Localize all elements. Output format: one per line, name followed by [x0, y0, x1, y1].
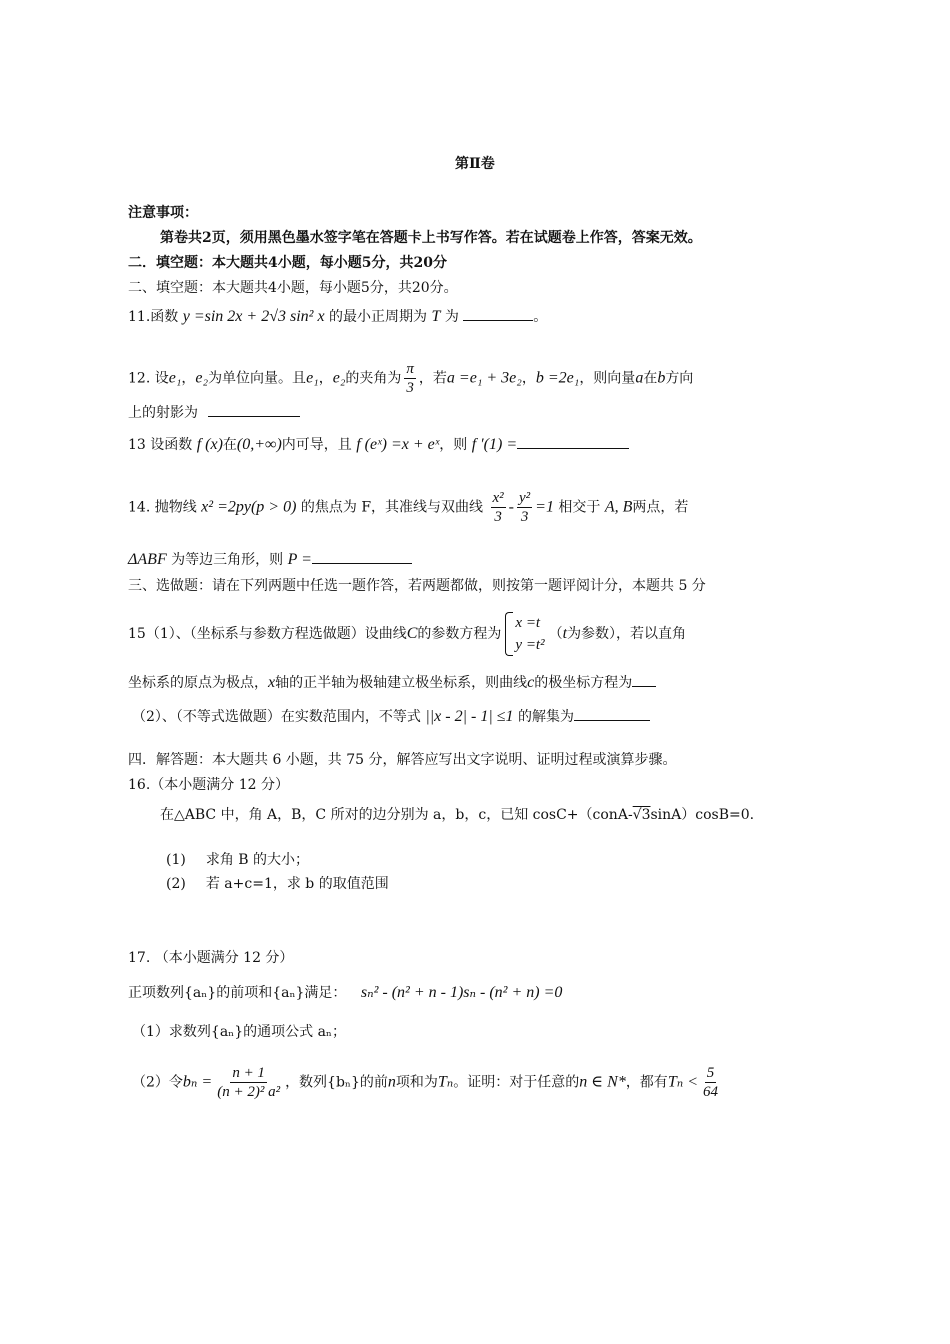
question-15-1: 15（1）、（坐标系与参数方程选做题）设曲线C的参数方程为 x =t y =t² （t为参数），若以直角 [128, 612, 686, 656]
q13-eq: f (eˣ) =x + eˣ [356, 436, 440, 453]
q12-lead: 12. 设 [128, 370, 169, 387]
question-15-2 [132, 706, 650, 727]
question-11 [128, 306, 547, 327]
q17-n-in: n ∈ N* [579, 1073, 626, 1091]
q14-mid: 的焦点为 F，其准线与双曲线 [300, 499, 484, 516]
q17-bn-fraction [215, 1064, 282, 1101]
q17-n: n [387, 1073, 396, 1091]
q13-lead: 13 设函数 [128, 437, 193, 453]
q17-rden: 64 [703, 1084, 718, 1100]
q12-dir: 方向 [665, 370, 694, 387]
question-12 [128, 360, 693, 397]
q14-parabola: x² =2py(p > 0) [201, 498, 297, 516]
notice-label: 注意事项： [128, 205, 198, 221]
section2-heading: 二．填空题：本大题共4小题，每小题5分，共20分 [128, 255, 447, 271]
q12-on: 在 [643, 370, 658, 387]
q12-frac-num: π [406, 361, 414, 377]
q17-part1: （1）求数列{aₙ}的通项公式 aₙ； [132, 1024, 346, 1040]
q14-ab: A, B [604, 498, 633, 516]
q17-cond-text: 正项数列{aₙ}的前项和{aₙ}满足： [128, 985, 347, 1001]
q15-l3b: 的解集为 [517, 709, 574, 725]
q15-c: c [527, 674, 535, 691]
section3-heading: 三、选做题：请在下列两题中任选一题作答，若两题都做，则按第一题评阅计分，本题共 5 分 [128, 578, 706, 594]
q17-part2 [132, 1064, 723, 1101]
q17-p2e: ，都有 [625, 1074, 668, 1091]
q14-frac1 [491, 489, 506, 526]
q15-l3a: （2）、（不等式选做题）在实数范围内，不等式 [132, 709, 421, 725]
question-14 [128, 489, 688, 526]
q16-part1 [166, 850, 309, 870]
q17-condition [128, 983, 562, 1003]
q14-lead: 14. 抛物线 [128, 499, 197, 516]
q13-answer-blank [517, 434, 629, 449]
q15-1-answer-blank [632, 672, 656, 687]
q16-sqrt3: √3 [632, 807, 651, 823]
q12-vb: b [657, 369, 666, 387]
q17-fnum: n + 1 [232, 1065, 265, 1081]
q16-part2-num: (2) [166, 876, 186, 892]
q15-l2a: 坐标系的原点为极点， [128, 675, 268, 691]
q14-frac2 [517, 489, 532, 526]
q17-p2c: 项和为 [395, 1074, 438, 1091]
q12-sep: ， [181, 370, 196, 387]
q13-fx: f (x) [196, 436, 223, 453]
section2-plain: 二、填空题：本大题共4小题，每小题5分，共20分。 [128, 280, 458, 296]
q11-mid: 的最小正周期为 [329, 309, 427, 325]
notice-text: 第卷共2页，须用黑色墨水签字笔在答题卡上书写作答。若在试题卷上作答，答案无效。 [160, 230, 702, 246]
q11-num: 11.函数 [128, 309, 179, 325]
q12-va: a [635, 369, 644, 387]
q12-fraction [404, 360, 416, 397]
q12-frac-den: 3 [406, 380, 414, 396]
q17-p2a: （2）令 [132, 1074, 183, 1091]
q17-bn: bₙ = [182, 1073, 213, 1091]
q17-heading: 17. （本小题满分 12 分） [128, 950, 294, 966]
q12-then: ，则向量 [579, 370, 636, 387]
q11-var: T [431, 308, 441, 325]
q12-b-eq: b =2e₁ [535, 369, 580, 387]
q15-x: x [268, 674, 276, 691]
q14-d1: 3 [494, 509, 502, 525]
q12-sep3: ， [521, 370, 536, 387]
q15-2-answer-blank [574, 706, 650, 721]
q16-body-b: sinA）cosB=0. [650, 807, 755, 823]
q12-e1b: e₁ [306, 369, 319, 387]
q14-tail: 两点，若 [632, 499, 689, 516]
q14-eq1: =1 [535, 498, 554, 516]
q16-body [160, 805, 754, 825]
q14-p-eq: P = [287, 551, 312, 568]
q11-answer-blank [463, 306, 533, 321]
q16-body-a: 在△ABC 中，角 A，B，C 所对的边分别为 a，b，c，已知 cosC+（conA- [160, 807, 633, 823]
q13-ans: f ′(1) = [471, 436, 518, 453]
q12-e2: e₂ [195, 369, 209, 387]
q11-tail: 。 [533, 309, 548, 325]
q14-n1: x² [492, 490, 504, 506]
q15-param-label: 的参数方程为 [417, 626, 502, 642]
q11-end: 为 [444, 309, 459, 325]
q16-part1-text: 求角 B 的大小； [205, 852, 310, 868]
q14-answer-blank [312, 549, 412, 564]
q17-tn-lt: Tₙ < [667, 1073, 698, 1091]
q15-l2b: 轴的正半轴为极轴建立极坐标系，则曲线 [275, 675, 528, 691]
question-13 [128, 434, 629, 455]
q11-formula: y =sin 2x + 2√3 sin² x [182, 308, 325, 325]
q13-in: 在 [222, 437, 237, 453]
q17-tn: Tₙ [437, 1073, 454, 1091]
q15-l2d: 的极坐标方程为 [534, 675, 633, 691]
q12-answer-blank [208, 402, 300, 417]
q14-cross: 相交于 [558, 499, 601, 516]
q15-lead: 15（1）、（坐标系与参数方程选做题）设曲线 [128, 626, 407, 642]
q13-then: ，则 [439, 437, 468, 453]
q13-domain: (0,+∞) [236, 436, 282, 453]
q12-line2-text: 上的射影为 [128, 405, 198, 421]
q12-angle: 的夹角为 [345, 370, 402, 387]
q17-rnum: 5 [706, 1065, 715, 1081]
question-12-line2 [128, 402, 300, 423]
q17-p2b: ，数列{bₙ}的前 [285, 1074, 388, 1091]
q12-sep2: ， [318, 370, 333, 387]
q17-bound-fraction [701, 1064, 720, 1101]
q14-n2: y² [518, 490, 531, 506]
question-14-line2 [128, 549, 412, 570]
q12-e2b: e₂ [332, 369, 346, 387]
q17-p2d: 。证明：对于任意的 [453, 1074, 580, 1091]
q17-fden: (n + 2)² a² [217, 1084, 281, 1100]
q14-triangle: ΔABF [128, 551, 167, 568]
question-15-line2 [128, 672, 656, 693]
q15-param-system [505, 612, 544, 656]
page-title: 第Ⅱ卷 [455, 156, 495, 172]
q12-if: ，若 [418, 370, 447, 387]
q14-d2: 3 [520, 509, 529, 525]
q15-t: t [562, 625, 568, 642]
q17-cond-eq: sₙ² - (n² + n - 1)sₙ - (n² + n) =0 [360, 984, 563, 1001]
q15-curve-c: C [406, 625, 418, 642]
q16-heading: 16.（本小题满分 12 分） [128, 777, 289, 793]
section4-heading: 四．解答题：本大题共 6 小题，共 75 分，解答应写出文字说明、证明过程或演算步骤。 [128, 752, 677, 768]
q16-part2 [166, 874, 389, 894]
q12-unit: 为单位向量。且 [208, 370, 307, 387]
q12-a-eq: a =e₁ + 3e₂ [446, 369, 522, 387]
q13-mid: 内可导，且 [281, 437, 352, 453]
q12-e1: e₁ [168, 369, 182, 387]
q15-row2: y =t² [515, 637, 545, 653]
q15-inequality: ||x - 2| - 1| ≤1 [425, 708, 514, 725]
q14-minus: - [508, 498, 514, 516]
q15-param: 为参数），若以直角 [567, 626, 687, 642]
q15-row1: x =t [515, 615, 541, 631]
q14-equilateral: 为等边三角形，则 [171, 552, 284, 568]
q16-part2-text: 若 a+c=1，求 b 的取值范围 [205, 876, 389, 892]
q16-part1-num: (1) [166, 852, 186, 868]
